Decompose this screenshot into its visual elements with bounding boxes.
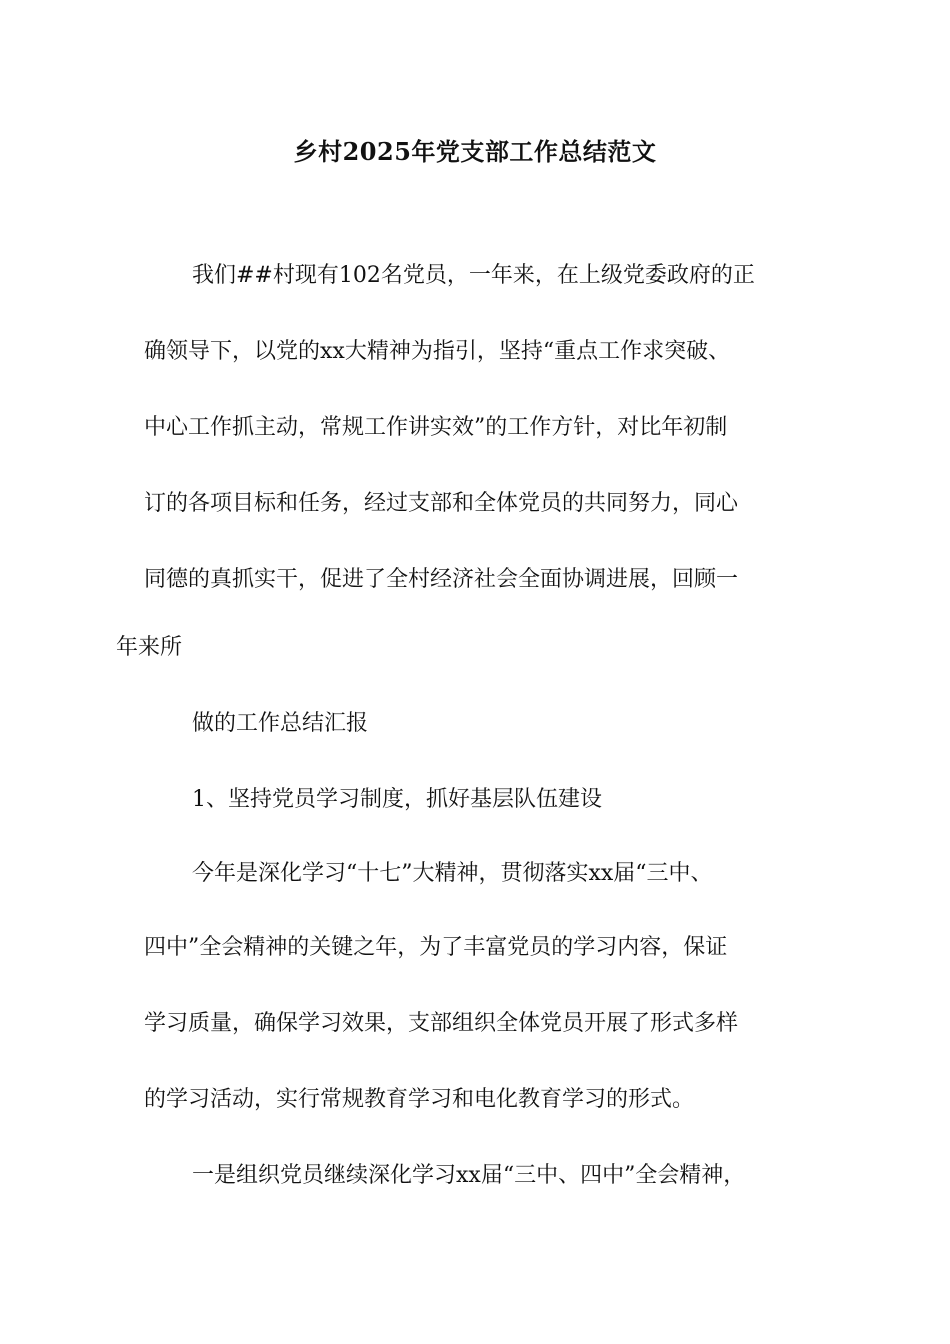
paragraph-line: 做的工作总结汇报 bbox=[192, 711, 369, 736]
paragraph-line: 今年是深化学习“十七”大精神，贯彻落实xx届“三中、 bbox=[192, 861, 713, 886]
paragraph-line: 四中”全会精神的关键之年，为了丰富党员的学习内容，保证 bbox=[144, 935, 728, 960]
document-title: 乡村2025年党支部工作总结范文 bbox=[293, 137, 657, 166]
paragraph-line: 我们##村现有102名党员，一年来，在上级党委政府的正 bbox=[192, 263, 755, 288]
paragraph-line: 学习质量，确保学习效果，支部组织全体党员开展了形式多样 bbox=[144, 1011, 739, 1036]
paragraph-line: 中心工作抓主动，常规工作讲实效”的工作方针，对比年初制 bbox=[144, 415, 728, 440]
paragraph-line: 确领导下，以党的xx大精神为指引，坚持“重点工作求突破、 bbox=[144, 339, 731, 364]
paragraph-line: 订的各项目标和任务，经过支部和全体党员的共同努力，同心 bbox=[144, 491, 739, 516]
paragraph-line: 的学习活动，实行常规教育学习和电化教育学习的形式。 bbox=[144, 1087, 695, 1112]
paragraph-line: 年来所 bbox=[116, 635, 183, 660]
paragraph-line: 一是组织党员继续深化学习xx届“三中、四中”全会精神， bbox=[192, 1163, 746, 1188]
section-heading: 1、坚持党员学习制度，抓好基层队伍建设 bbox=[192, 787, 602, 812]
paragraph-line: 同德的真抓实干，促进了全村经济社会全面协调进展，回顾一 bbox=[144, 567, 739, 592]
